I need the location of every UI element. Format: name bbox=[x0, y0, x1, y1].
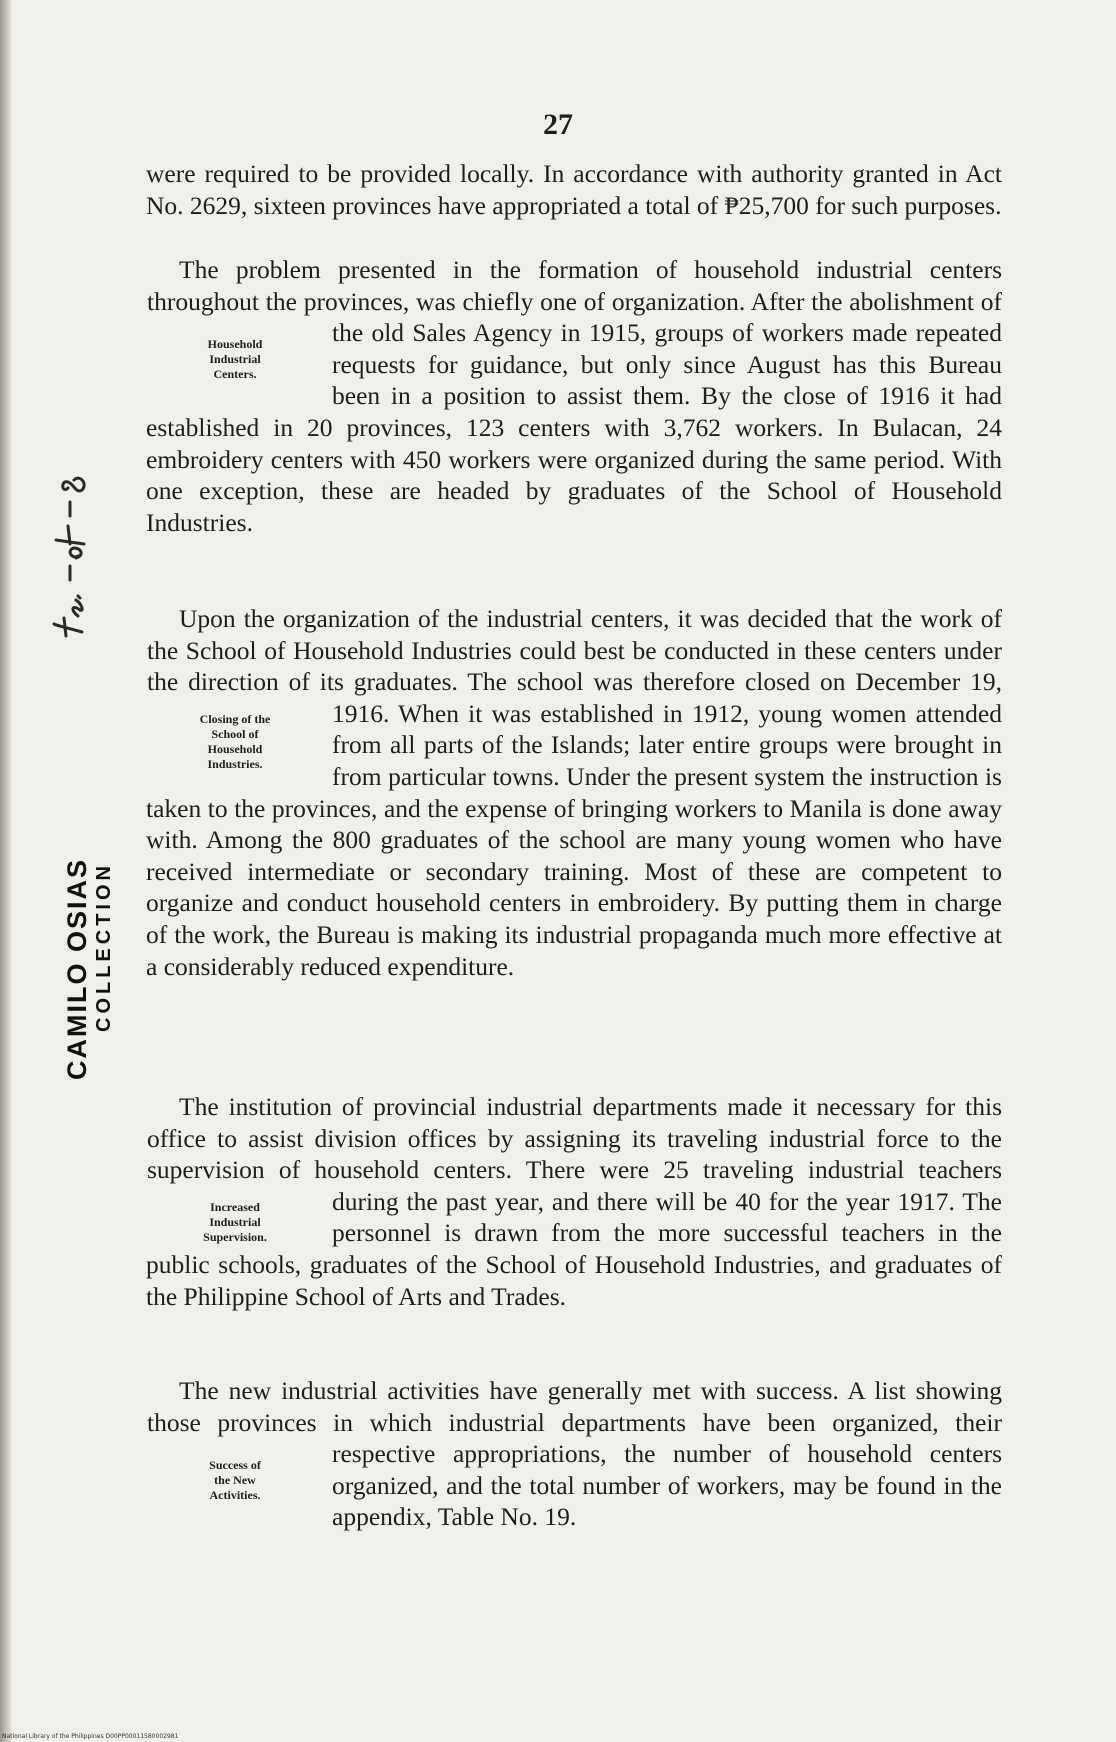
paragraph-1: were required to be provided locally. In accordance with authority granted in Act No. 2629, sixteen provinces have appropriated a total of ₱25,700 for such purposes. bbox=[146, 159, 1002, 220]
paragraph-4-block bbox=[146, 1091, 1002, 1312]
side-note-household-centers: Household Industrial Centers. bbox=[207, 337, 263, 381]
side-note-closing-school: Closing of the School of Household Industries. bbox=[199, 712, 271, 771]
paragraph-2-block bbox=[146, 254, 1002, 538]
paragraph-5: The new industrial activities have generally met with success. A list showing those provinces in which industrial departments have been organized, their respective appropriations, the number of household centers organized, and the total number of workers, may be found in the appendix, Table No. 19. bbox=[147, 1376, 1002, 1532]
footer-stamp: National Library of the Philippines D00PP00011580002981 bbox=[2, 1733, 179, 1740]
paragraph-5-block bbox=[146, 1375, 1002, 1533]
collection-stamp bbox=[62, 660, 116, 1080]
paragraph-4: The institution of provincial industrial departments made it necessary for this office to assist division offices by assigning its traveling industrial force to the supervision of household centers. There were 25 traveling industrial teachers during the past year, and there will be 40 for the year 1917. The personnel is drawn from the more successful teachers in the public schools, graduates of the School of Household Industries, and graduates of the Philippine School of Arts and Trades. bbox=[146, 1092, 1002, 1311]
handwritten-note bbox=[48, 430, 97, 640]
paragraph-1-block bbox=[146, 158, 1002, 221]
paragraph-2: The problem presented in the formation of household industrial centers throughout the provinces, was chiefly one of organization. After the abolishment of the old Sales Agency in 1915, groups of workers made repeated requests for guidance, but only since August has this Bureau been in a position to assist them. By the close of 1916 it had established in 20 provinces, 123 centers with 3,762 workers. In Bulacan, 24 embroidery centers with 450 workers were organized during the same period. With one exception, these are headed by graduates of the School of Household Industries. bbox=[146, 255, 1002, 537]
paragraph-3: Upon the organization of the industrial centers, it was decided that the work of the School of Household Industries could best be conducted in these centers under the direction of its graduates. The school was therefore closed on December 19, 1916. When it was established in 1912, young women attended from all parts of the Islands; later entire groups were brought in from particular towns. Under the present system the instruction is taken to the provinces, and the expense of bringing workers to Manila is done away with. Among the 800 graduates of the school are many young women who have received intermediate or secondary training. Most of these are competent to organize and conduct household centers in embroidery. By putting them in charge of the work, the Bureau is making its industrial propaganda much more effective at a considerably reduced expenditure. bbox=[146, 604, 1002, 981]
side-note-increased-supervision: Increased Industrial Supervision. bbox=[203, 1200, 267, 1244]
page-number: 27 bbox=[543, 108, 573, 141]
collection-name: CAMILO OSIAS bbox=[62, 857, 92, 1080]
handwritten-note-icon bbox=[48, 430, 92, 640]
collection-label: COLLECTION bbox=[93, 862, 115, 1032]
paragraph-3-block bbox=[146, 603, 1002, 982]
page-edge-shadow bbox=[0, 0, 12, 1742]
side-note-success-activities: Success of the New Activities. bbox=[209, 1458, 261, 1502]
